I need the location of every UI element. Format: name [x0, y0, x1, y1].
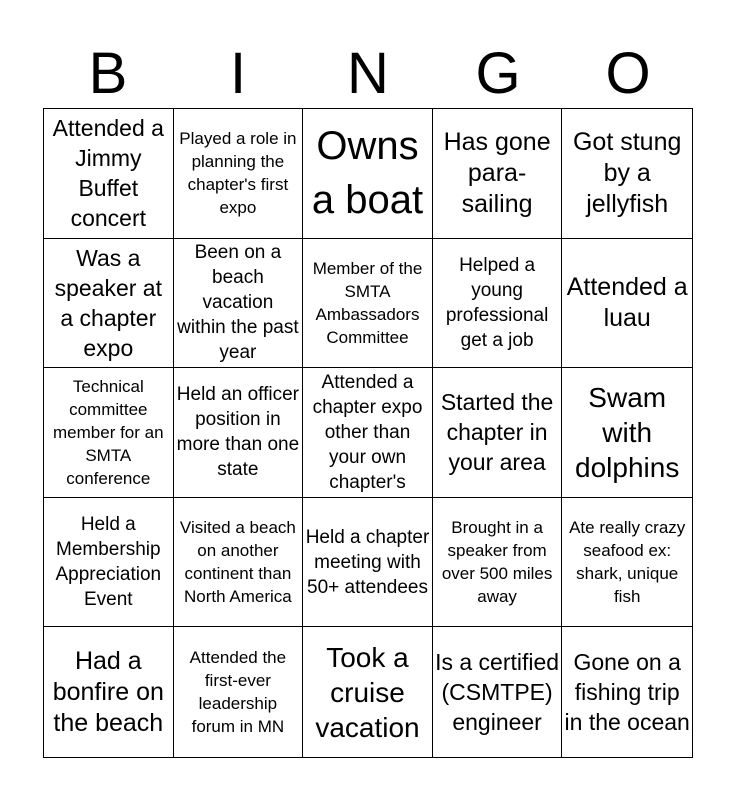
- cell-text: Gone on a fishing trip in the ocean: [564, 649, 690, 736]
- bingo-cell-r1c3[interactable]: [303, 109, 433, 239]
- bingo-cell-r4c4[interactable]: [433, 498, 563, 628]
- cell-text: Took a cruise vacation: [315, 641, 420, 743]
- cell-text: Visited a beach on another continent than North America: [179, 518, 296, 607]
- bingo-cell-r3c3[interactable]: [303, 368, 433, 498]
- bingo-cell-r1c5[interactable]: [562, 109, 692, 239]
- header-letter-g: G: [475, 41, 521, 106]
- header-letter-o: O: [605, 41, 651, 106]
- cell-text: Got stung by a jellyfish: [572, 127, 682, 218]
- bingo-board: [43, 108, 693, 758]
- bingo-cell-r4c5[interactable]: [562, 498, 692, 628]
- bingo-cell-r1c2[interactable]: [174, 109, 304, 239]
- bingo-cell-r2c3[interactable]: [303, 239, 433, 369]
- bingo-cell-r2c4[interactable]: [433, 239, 563, 369]
- bingo-cell-r3c1[interactable]: [44, 368, 174, 498]
- cell-text: Brought in a speaker from over 500 miles away: [441, 518, 553, 607]
- cell-text: Played a role in planning the chapter's first expo: [179, 129, 297, 218]
- cell-text: Attended the first-ever leadership forum in MN: [189, 648, 287, 737]
- header-letter-i: I: [229, 41, 247, 106]
- cell-text: Swam with dolphins: [575, 381, 680, 483]
- bingo-cell-r5c5[interactable]: [562, 627, 692, 757]
- cell-text: Has gone para-sailing: [443, 127, 551, 218]
- header-letter-b: B: [88, 41, 128, 106]
- bingo-cell-r5c4[interactable]: [433, 627, 563, 757]
- header-letter-n: N: [347, 41, 389, 106]
- bingo-cell-r3c4[interactable]: [433, 368, 563, 498]
- cell-text: Technical committee member for an SMTA conference: [53, 376, 164, 488]
- cell-text: Is a certified (CSMTPE) engineer: [435, 649, 560, 736]
- bingo-cell-r4c3[interactable]: [303, 498, 433, 628]
- bingo-cell-r1c4[interactable]: [433, 109, 563, 239]
- cell-text: Held a chapter meeting with 50+ attendees: [305, 526, 430, 598]
- cell-text: Attended a chapter expo other than your own chapter's: [312, 371, 423, 493]
- bingo-cell-r4c2[interactable]: [174, 498, 304, 628]
- cell-text: Held a Membership Appreciation Event: [55, 514, 162, 611]
- cell-text: Helped a young professional get a job: [445, 254, 549, 351]
- cell-text: Held an officer position in more than one state: [176, 384, 300, 481]
- cell-text: Attended a Jimmy Buffet concert: [52, 115, 164, 232]
- cell-text: Attended a luau: [566, 272, 688, 332]
- cell-text: Been on a beach vacation within the past year: [177, 242, 299, 364]
- cell-text: Member of the SMTA Ambassadors Committee: [312, 258, 423, 347]
- bingo-cell-r5c2[interactable]: [174, 627, 304, 757]
- bingo-cell-r5c3[interactable]: [303, 627, 433, 757]
- bingo-cell-r2c5[interactable]: [562, 239, 692, 369]
- cell-text: Had a bonfire on the beach: [52, 646, 164, 737]
- cell-text: Started the chapter in your area: [440, 389, 554, 476]
- bingo-cell-r2c2[interactable]: [174, 239, 304, 369]
- bingo-cell-r2c1[interactable]: [44, 239, 174, 369]
- bingo-cell-r4c1[interactable]: [44, 498, 174, 628]
- bingo-cell-r3c2[interactable]: [174, 368, 304, 498]
- bingo-cell-r1c1[interactable]: [44, 109, 174, 239]
- cell-text: Ate really crazy seafood ex: shark, unique fish: [569, 518, 686, 607]
- cell-text: Owns a boat: [311, 124, 424, 223]
- bingo-cell-r5c1[interactable]: [44, 627, 174, 757]
- cell-text: Was a speaker at a chapter expo: [54, 244, 162, 361]
- bingo-cell-r3c5[interactable]: [562, 368, 692, 498]
- bingo-header: [43, 40, 693, 108]
